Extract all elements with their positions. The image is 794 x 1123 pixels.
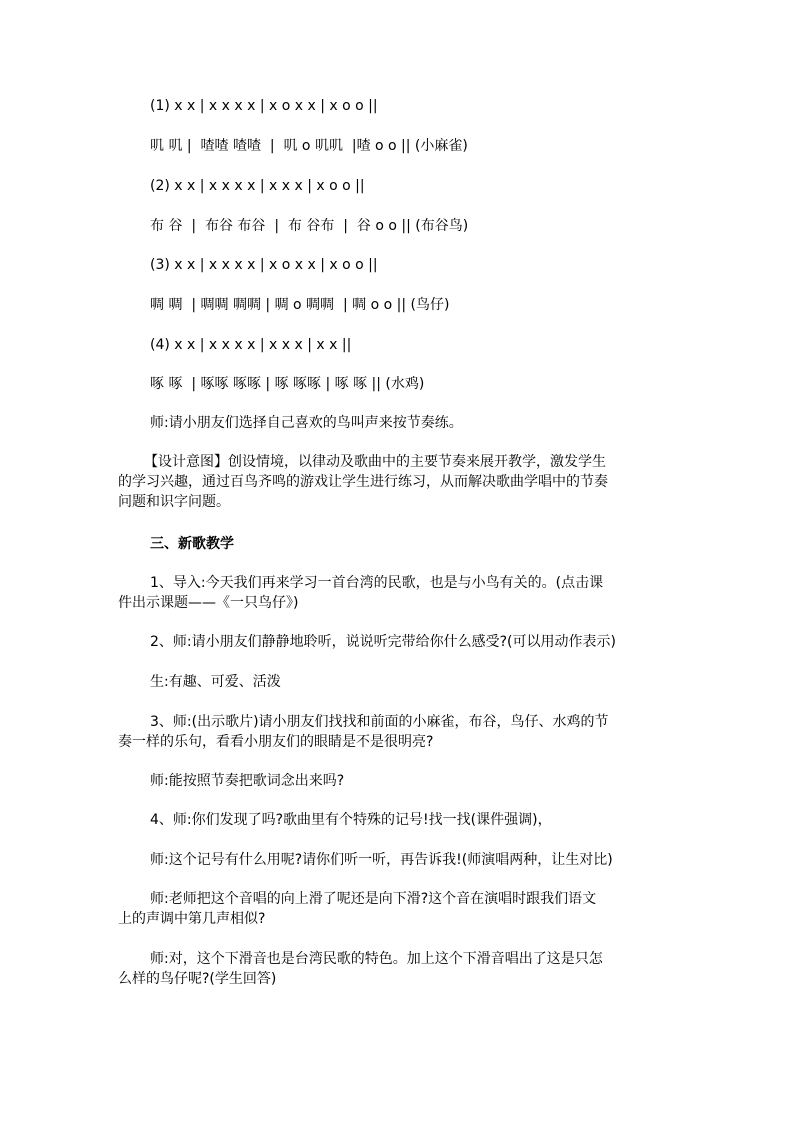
step-1-line: 1、导入:今天我们再来学习一首台湾的民歌，也是与小鸟有关的。(点击课 [150,575,604,591]
design-intent-paragraph [118,452,670,512]
teacher-practice-text: 师:请小朋友们选择自己喜欢的鸟叫声来按节奏练。 [150,415,463,431]
step-3-line: 奏一样的乐句，看看小朋友们的眼睛是不是很明亮? [118,734,434,750]
rhythm-line-3: (3) x x | x x x x | x o x x | x o o || [150,257,378,273]
rhythm-lyrics-4: 啄 啄 | 啄啄 啄啄 | 啄 啄啄 | 啄 啄 || (水鸡) [150,376,425,392]
step-4-follow-text: 师:这个记号有什么用呢?请你们听一听，再告诉我!(师演唱两种，让生对比) [150,852,613,868]
step-5-paragraph [118,889,670,929]
rhythm-line-1: (1) x x | x x x x | x o x x | x o o || [150,98,378,114]
step-2-text: 2、师:请小朋友们静静地聆听，说说听完带给你什么感受?(可以用动作表示) [150,634,616,650]
rhythm-lyrics-3: 啁 啁 | 啁啁 啁啁 | 啁 o 啁啁 | 啁 o o || (鸟仔) [150,297,450,313]
design-intent-line: 的学习兴趣，通过百鸟齐鸣的游戏让学生进行练习，从而解决歌曲学唱中的节奏 [118,474,608,490]
step-5-line: 师:老师把这个音唱的向上滑了呢还是向下滑?这个音在演唱时跟我们语文 [150,891,597,907]
step-4-text: 4、师:你们发现了吗?歌曲里有个特殊的记号!找一找(课件强调)， [150,812,552,828]
student-answer-text: 生:有趣、可爱、活泼 [150,674,281,690]
section-title: 三、新歌教学 [150,536,234,552]
step-1-line: 件出示课题——《一只鸟仔》) [118,595,299,611]
step-5-line: 上的声调中第几声相似? [118,911,266,927]
design-intent-line: 【设计意图】创设情境，以律动及歌曲中的主要节奏来展开教学，激发学生 [144,454,606,470]
rhythm-lyrics-1: 叽 叽 | 喳喳 喳喳 | 叽 o 叽叽 |喳 o o || (小麻雀) [150,138,468,154]
rhythm-line-4: (4) x x | x x x x | x x x | x x || [150,337,352,353]
step-6-line: 师:对，这个下滑音也是台湾民歌的特色。加上这个下滑音唱出了这是只怎 [150,951,603,967]
step-3-paragraph [118,712,670,752]
rhythm-lyrics-2: 布 谷 | 布谷 布谷 | 布 谷布 | 谷 o o || (布谷鸟) [150,218,469,234]
step-6-paragraph [118,949,670,989]
step-3-follow-text: 师:能按照节奏把歌词念出来吗? [150,773,345,789]
step-3-line: 3、师:(出示歌片)请小朋友们找找和前面的小麻雀，布谷，鸟仔、水鸡的节 [150,714,609,730]
design-intent-line: 问题和识字问题。 [118,494,230,510]
rhythm-line-2: (2) x x | x x x x | x x x | x o o || [150,178,365,194]
step-6-line: 么样的鸟仔呢?(学生回答) [118,971,277,987]
step-1-paragraph [118,573,670,613]
